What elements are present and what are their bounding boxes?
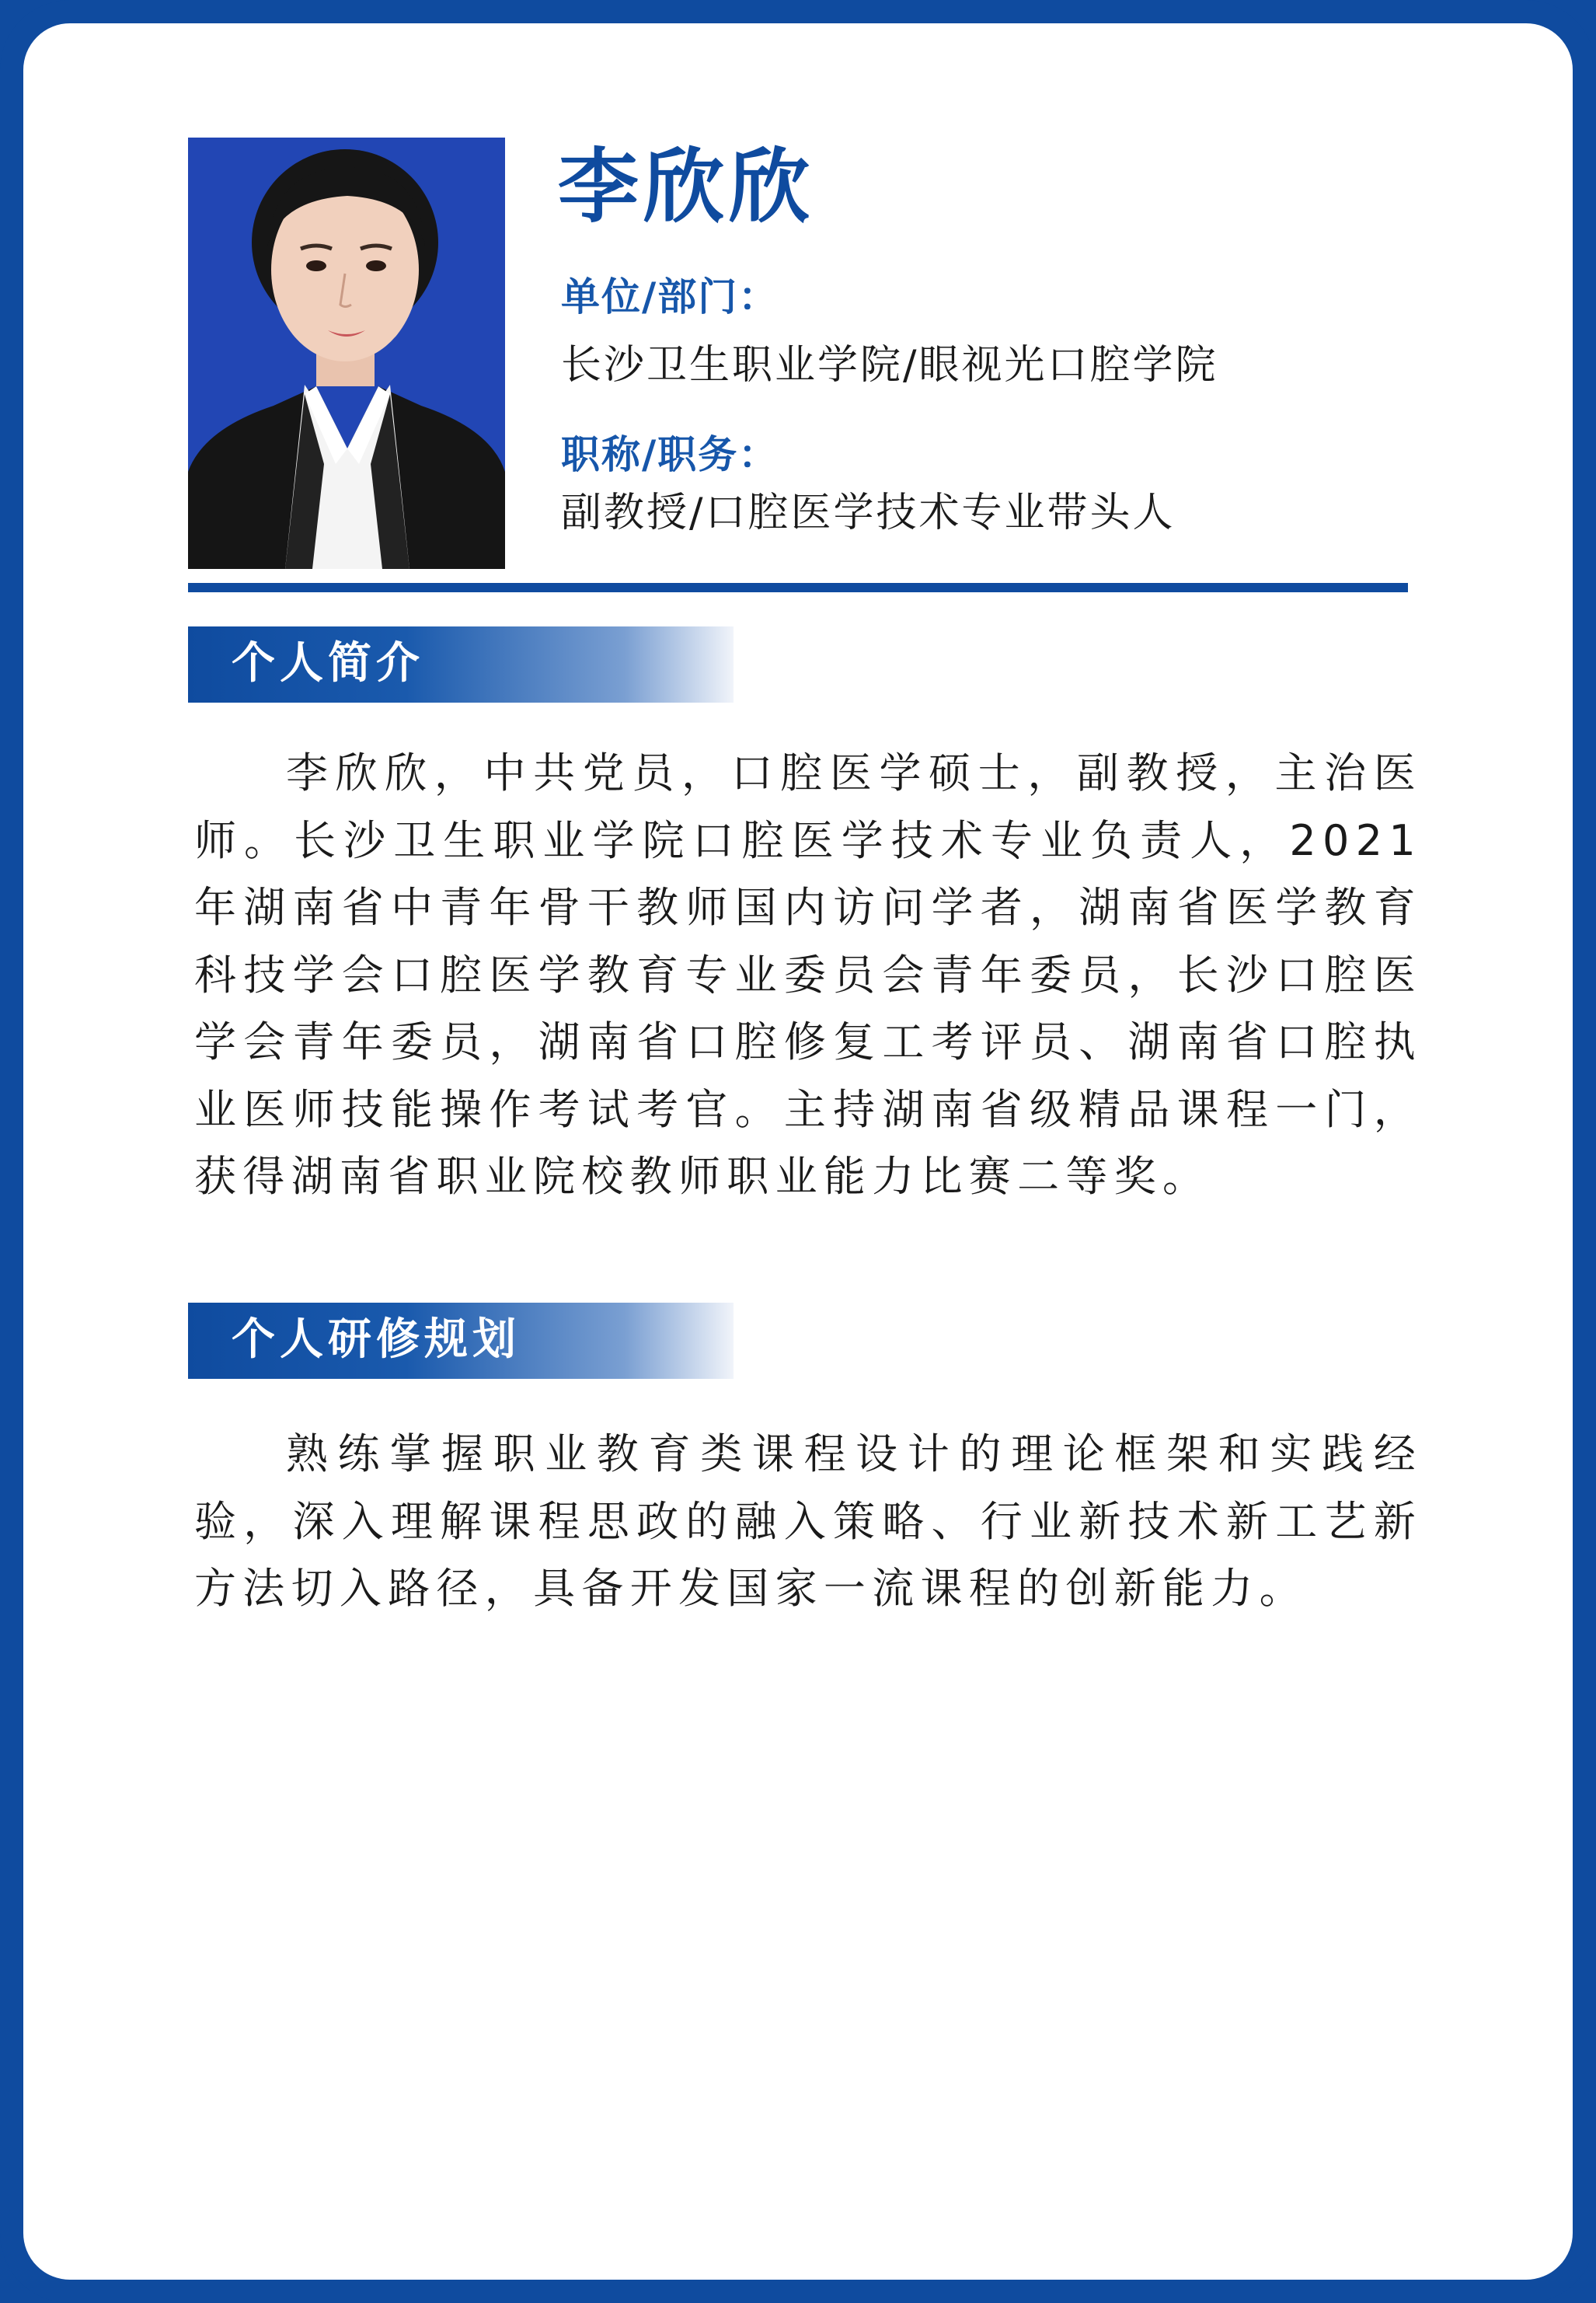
department-value: 长沙卫生职业学院/眼视光口腔学院 (561, 342, 1218, 389)
section-header-plan (188, 1303, 734, 1379)
person-name: 李欣欣 (558, 139, 815, 234)
profile-photo (188, 138, 505, 569)
section-heading-plan: 个人研修规划 (232, 1314, 521, 1365)
intro-paragraph: 李欣欣，中共党员，口腔医学硕士，副教授，主治医师。长沙卫生职业学院口腔医学技术专业负责人，2021年湖南省中青年骨干教师国内访问学者，湖南省医学教育科技学会口腔医学教育专业委员会青年委员，长沙口腔医学会青年委员，湖南省口腔修复工考评员、湖南省口腔执业医师技能操作考试考官。主持湖南省级精品课程一门，获得湖南省职业院校教师职业能力比赛二等奖。 (194, 748, 1422, 1201)
section-header-intro (188, 626, 734, 703)
title-value: 副教授/口腔医学技术专业带头人 (561, 490, 1176, 536)
title-label: 职称/职务： (561, 432, 779, 477)
department-label: 单位/部门： (561, 274, 779, 319)
header-divider (188, 583, 1408, 592)
plan-paragraph: 熟练掌握职业教育类课程设计的理论框架和实践经验，深入理解课程思政的融入策略、行业新技术新工艺新方法切入路径，具备开发国家一流课程的创新能力。 (194, 1429, 1422, 1613)
section-heading-intro: 个人简介 (232, 638, 424, 689)
